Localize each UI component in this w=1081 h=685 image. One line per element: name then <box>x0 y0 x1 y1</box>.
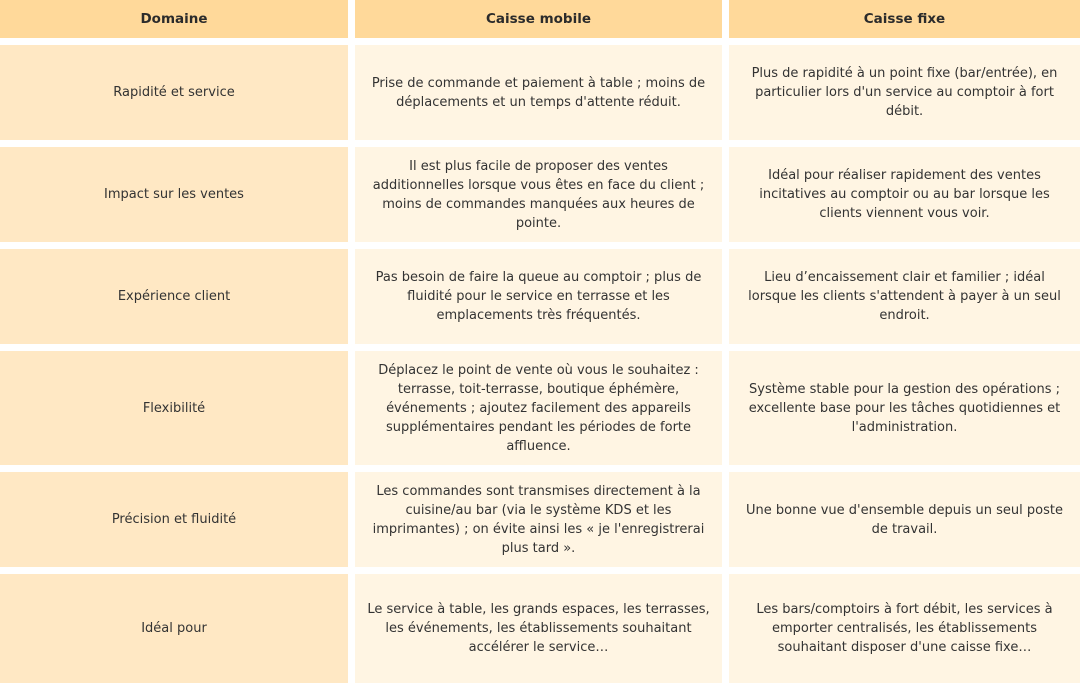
row-mobile-cell: Le service à table, les grands espaces, les terrasses, les événements, les établissements souhaitant accélérer le service… <box>355 574 722 683</box>
row-fixe-cell: Système stable pour la gestion des opérations ; excellente base pour les tâches quotidiennes et l'administration. <box>729 351 1080 465</box>
row-domain-cell: Idéal pour <box>0 574 348 683</box>
row-mobile-cell: Les commandes sont transmises directement à la cuisine/au bar (via le système KDS et les imprimantes) ; on évite ainsi les « je l'enregistrerai plus tard ». <box>355 472 722 567</box>
row-fixe-cell: Une bonne vue d'ensemble depuis un seul poste de travail. <box>729 472 1080 567</box>
header-caisse-mobile: Caisse mobile <box>355 0 722 38</box>
row-mobile-cell: Il est plus facile de proposer des ventes additionnelles lorsque vous êtes en face du client ; moins de commandes manquées aux heures de pointe. <box>355 147 722 242</box>
row-mobile-cell: Déplacez le point de vente où vous le souhaitez : terrasse, toit-terrasse, boutique éphémère, événements ; ajoutez facilement des appareils supplémentaires pendant les périodes de forte affluence. <box>355 351 722 465</box>
header-caisse-fixe: Caisse fixe <box>729 0 1080 38</box>
header-domaine: Domaine <box>0 0 348 38</box>
row-domain-cell: Expérience client <box>0 249 348 344</box>
row-mobile-cell: Pas besoin de faire la queue au comptoir ; plus de fluidité pour le service en terrasse et les emplacements très fréquentés. <box>355 249 722 344</box>
row-fixe-cell: Idéal pour réaliser rapidement des ventes incitatives au comptoir ou au bar lorsque les clients viennent vous voir. <box>729 147 1080 242</box>
row-mobile-cell: Prise de commande et paiement à table ; moins de déplacements et un temps d'attente réduit. <box>355 45 722 140</box>
row-domain-cell: Rapidité et service <box>0 45 348 140</box>
row-fixe-cell: Plus de rapidité à un point fixe (bar/entrée), en particulier lors d'un service au comptoir à fort débit. <box>729 45 1080 140</box>
row-fixe-cell: Les bars/comptoirs à fort débit, les services à emporter centralisés, les établissements souhaitant disposer d'une caisse fixe… <box>729 574 1080 683</box>
row-domain-cell: Flexibilité <box>0 351 348 465</box>
row-fixe-cell: Lieu d’encaissement clair et familier ; idéal lorsque les clients s'attendent à payer à un seul endroit. <box>729 249 1080 344</box>
row-domain-cell: Précision et fluidité <box>0 472 348 567</box>
row-domain-cell: Impact sur les ventes <box>0 147 348 242</box>
